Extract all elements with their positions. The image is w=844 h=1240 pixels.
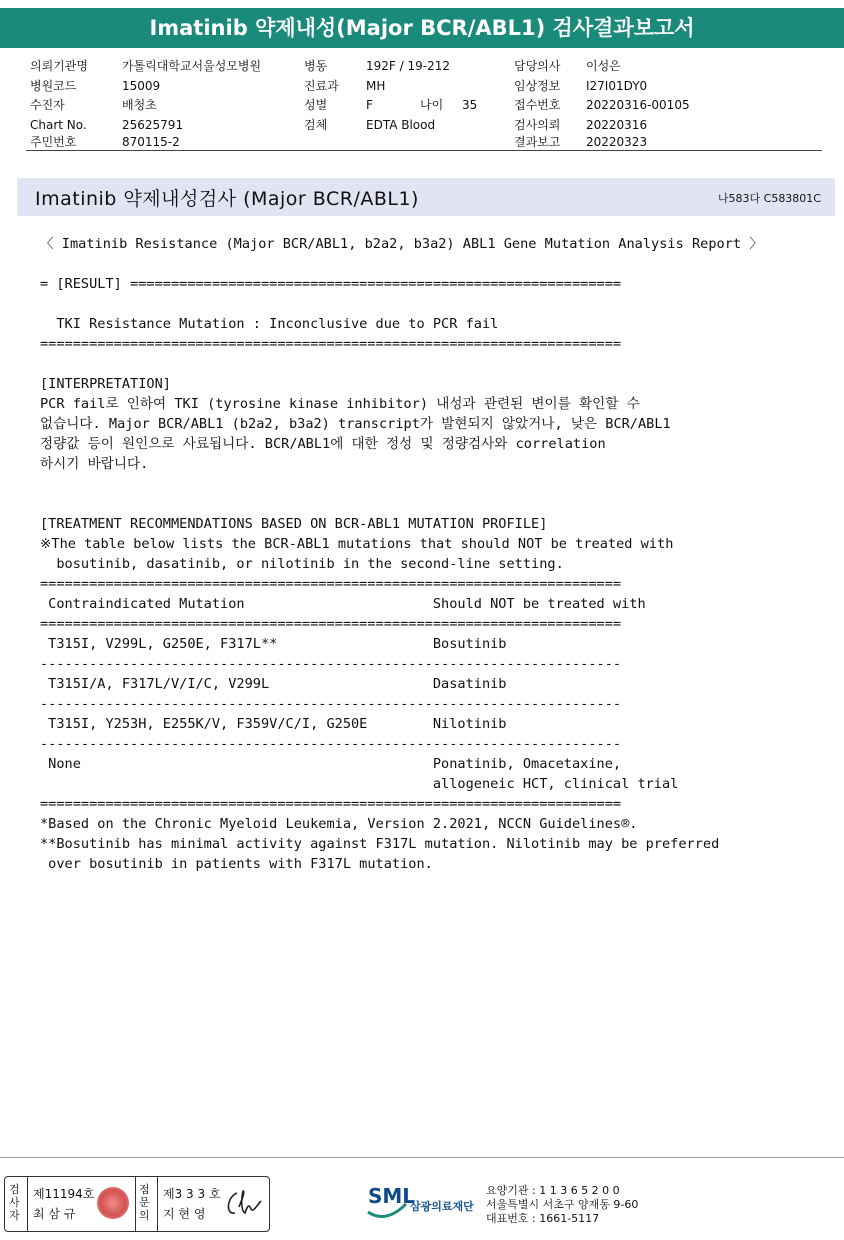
field-value: 20220316	[586, 118, 648, 132]
field-label: 검사의뢰	[514, 118, 561, 132]
divider	[27, 1177, 28, 1231]
field-value: 배청초	[122, 98, 157, 112]
field-value: 15009	[122, 79, 161, 93]
phone: 대표번호 : 1661-5117	[486, 1212, 600, 1225]
field-value: 192F / 19-212	[366, 59, 450, 73]
institution-code: 요양기관 : 1 1 3 6 5 2 0 0	[486, 1184, 620, 1197]
report-line: [INTERPRETATION]	[40, 376, 171, 392]
report-line: **Bosutinib has minimal activity against F317L mutation. Nilotinib may be preferred	[40, 836, 720, 852]
banner-title: Imatinib 약제내성검사 (Major BCR/ABL1)	[35, 188, 419, 210]
sign1-label: 검사자	[9, 1183, 20, 1222]
field-value: EDTA Blood	[366, 118, 436, 132]
field-label: Chart No.	[30, 118, 87, 132]
report-line	[40, 474, 763, 494]
logo-text: SML	[368, 1184, 416, 1208]
report-line: *Based on the Chronic Myeloid Leukemia, Version 2.2021, NCCN Guidelines®.	[40, 816, 638, 832]
report-line: =======================================================================	[40, 576, 622, 592]
divider	[135, 1177, 136, 1231]
report-line: over bosutinib in patients with F317L mutation.	[40, 856, 433, 872]
report-title: Imatinib 약제내성(Major BCR/ABL1) 검사결과보고서	[0, 8, 844, 48]
sign2-label: 점문의	[139, 1183, 150, 1222]
field-value: 25625791	[122, 118, 184, 132]
report-line: 정량값 등이 원인으로 사료됩니다. BCR/ABL1에 대한 정성 및 정량검사와 correlation	[40, 436, 606, 452]
address: 서울특별시 서초구 양재동 9-60	[486, 1198, 639, 1211]
sign1-name: 최 삼 규	[33, 1207, 76, 1221]
report-line: bosutinib, dasatinib, or nilotinib in the second-line setting.	[40, 556, 564, 572]
header-divider	[26, 150, 822, 151]
divider	[157, 1177, 158, 1231]
field-value: 870115-2	[122, 135, 180, 149]
field-value: F	[366, 98, 373, 112]
test-banner	[17, 178, 835, 216]
seal-stamp-icon	[97, 1187, 129, 1219]
banner-code: 나583다 C583801C	[717, 192, 821, 205]
field-label: 임상정보	[514, 79, 561, 93]
report-line	[40, 294, 763, 314]
report-line: T315I, V299L, G250E, F317L** Bosutinib	[40, 636, 507, 652]
report-line: PCR fail로 인하여 TKI (tyrosine kinase inhibitor) 내성과 관련된 변이를 확인할 수	[40, 396, 640, 412]
report-line: Contraindicated Mutation Should NOT be treated with	[40, 596, 646, 612]
report-line: 없습니다. Major BCR/ABL1 (b2a2, b3a2) transcript가 발현되지 않았거나, 낮은 BCR/ABL1	[40, 416, 671, 432]
field-label: 의뢰기관명	[30, 59, 88, 73]
sign2-name: 지 현 영	[163, 1207, 206, 1221]
report-line: [TREATMENT RECOMMENDATIONS BASED ON BCR-ABL1 MUTATION PROFILE]	[40, 516, 548, 532]
report-line: 〈 Imatinib Resistance (Major BCR/ABL1, b2a2, b3a2) ABL1 Gene Mutation Analysis Report 〉	[40, 236, 763, 252]
report-line: -----------------------------------------------------------------------	[40, 736, 622, 752]
field-value: I27I01DY0	[586, 79, 648, 93]
field-value: 가톨릭대학교서울성모병원	[122, 59, 262, 73]
signature-box	[4, 1176, 270, 1232]
report-line: T315I, Y253H, E255K/V, F359V/C/I, G250E Nilotinib	[40, 716, 507, 732]
field-label: 병원코드	[30, 79, 77, 93]
report-line: 하시기 바랍니다.	[40, 456, 149, 472]
footer-divider	[0, 1157, 844, 1158]
field-label: 성별	[304, 98, 328, 112]
report-line: allogeneic HCT, clinical trial	[40, 776, 679, 792]
report-line: TKI Resistance Mutation : Inconclusive due to PCR fail	[40, 316, 499, 332]
report-line	[40, 354, 763, 374]
field-label: 담당의사	[514, 59, 561, 73]
report-body	[40, 234, 763, 874]
field-label: 병동	[304, 59, 328, 73]
report-line: T315I/A, F317L/V/I/C, V299L Dasatinib	[40, 676, 507, 692]
sign1-number: 제11194호	[33, 1187, 95, 1201]
field-label: 결과보고	[514, 135, 561, 149]
field-label: 검체	[304, 118, 328, 132]
field-value: 35	[462, 98, 478, 112]
report-line: -----------------------------------------------------------------------	[40, 656, 622, 672]
report-line: =======================================================================	[40, 796, 622, 812]
report-line: ※The table below lists the BCR-ABL1 mutations that should NOT be treated with	[40, 536, 674, 552]
report-line: = [RESULT] ============================================================	[40, 276, 622, 292]
signature-icon	[223, 1187, 265, 1221]
field-value: 이성은	[586, 59, 621, 73]
report-line: =======================================================================	[40, 616, 622, 632]
sign2-number: 제3 3 3 호	[163, 1187, 221, 1201]
field-label: 수진자	[30, 98, 65, 112]
report-line	[40, 494, 763, 514]
org-contact	[486, 1184, 638, 1226]
field-label: 접수번호	[514, 98, 561, 112]
field-value: 20220316-00105	[586, 98, 690, 112]
field-value: MH	[366, 79, 386, 93]
field-label: 진료과	[304, 79, 339, 93]
report-line: =======================================================================	[40, 336, 622, 352]
org-name: 삼광의료재단	[410, 1200, 474, 1213]
report-line: None Ponatinib, Omacetaxine,	[40, 756, 622, 772]
field-label: 주민번호	[30, 135, 77, 149]
field-value: 20220323	[586, 135, 648, 149]
report-line: -----------------------------------------------------------------------	[40, 696, 622, 712]
report-line	[40, 254, 763, 274]
field-label: 나이	[420, 98, 444, 112]
